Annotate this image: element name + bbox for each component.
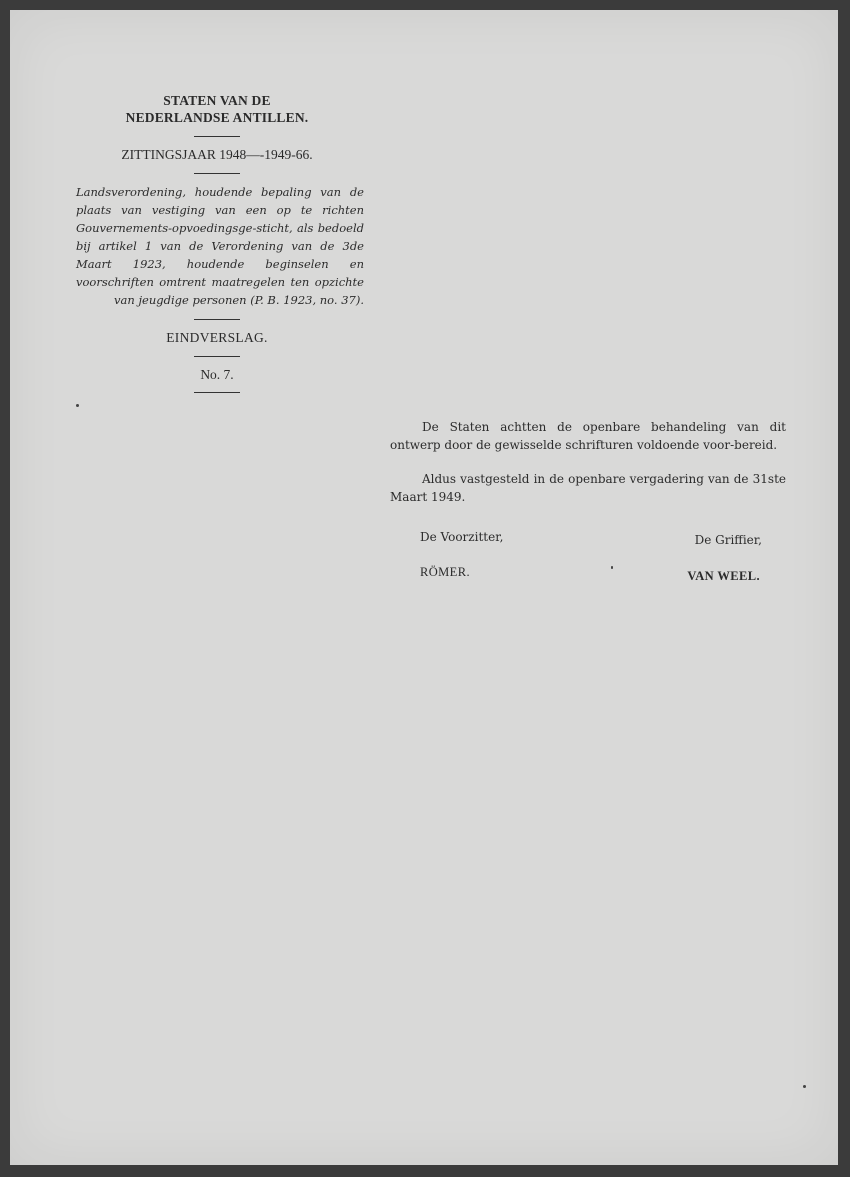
divider bbox=[194, 173, 240, 174]
paragraph-1: De Staten achtten de openbare behandeling van dit ontwerp door de gewisselde schrifturen voldoende voor-bereid. bbox=[390, 420, 786, 452]
clerk-name: VAN WEEL. bbox=[687, 569, 760, 583]
report-type: EINDVERSLAG. bbox=[166, 330, 268, 345]
divider bbox=[194, 136, 240, 137]
paper-speck bbox=[76, 404, 79, 407]
chair-name: RÖMER. bbox=[420, 565, 470, 579]
paragraph-2: Aldus vastgesteld in de openbare vergadering van de 31ste Maart 1949. bbox=[390, 472, 786, 504]
title-line-2: NEDERLANDSE ANTILLEN. bbox=[125, 110, 309, 125]
document-body bbox=[390, 418, 786, 582]
paper-speck bbox=[803, 1085, 806, 1088]
bill-description: Landsverordening, houdende bepaling van de plaats van vestiging van een op te richten Gouvernements-opvoedingsge-sticht, als bedoeld bij artikel 1 van de Verordening van de 3de Maart 1923, houdende beginselen en voorschriften omtrent maatregelen ten opzichte van jeugdige personen (P. B. 1923, no. 37). bbox=[76, 185, 364, 307]
document-header bbox=[70, 92, 364, 402]
divider bbox=[194, 392, 240, 393]
document-number: No. 7. bbox=[200, 367, 234, 382]
session-year: ZITTINGSJAAR 1948—-1949-66. bbox=[121, 147, 313, 162]
clerk-label: De Griffier, bbox=[694, 533, 762, 547]
divider bbox=[194, 319, 240, 320]
chair-label: De Voorzitter, bbox=[420, 530, 504, 544]
divider bbox=[194, 356, 240, 357]
title-line-1: STATEN VAN DE bbox=[163, 93, 271, 108]
document-page bbox=[10, 10, 838, 1165]
paper-speck bbox=[611, 566, 613, 569]
signature-block bbox=[390, 522, 786, 582]
